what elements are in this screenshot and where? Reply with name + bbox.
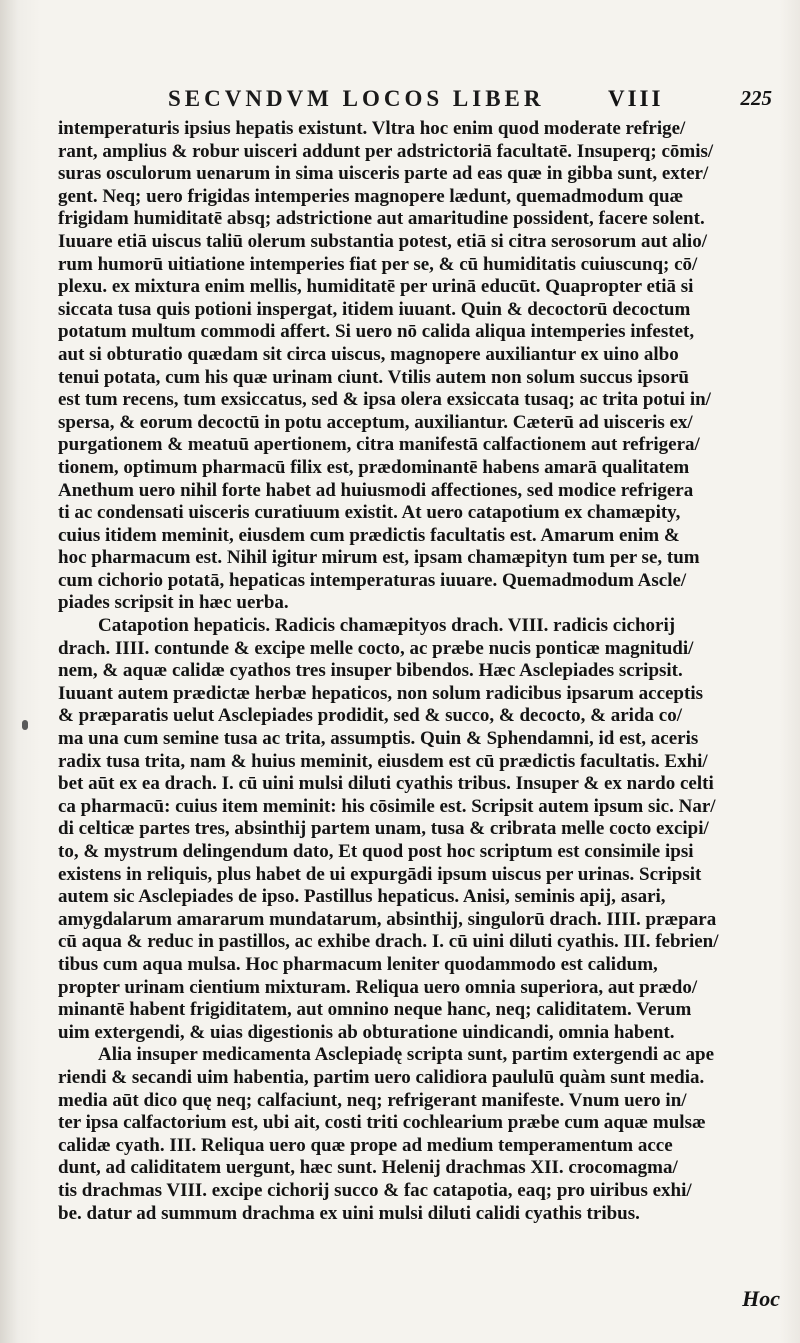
text-line: be. datur ad summum drachma ex uini mulsi diluti calidi cyathis tribus. <box>58 1202 640 1224</box>
text-line: drach. IIII. contunde & excipe melle cocto, ac præbe nucis ponticæ magnitudi/ <box>58 637 694 659</box>
text-line: riendi & secandi uim habentia, partim uero calidiora paululū quàm sunt media. <box>58 1066 705 1088</box>
body-text <box>58 118 770 1225</box>
text-line: plexu. ex mixtura enim mellis, humiditatē per urinā educūt. Quapropter etiā si <box>58 276 694 298</box>
text-line: radix tusa trita, nam & huius meminit, eiusdem est cū prædictis facultatis. Exhi/ <box>58 750 708 772</box>
text-line: media aūt dico quę neq; calfaciunt, neq; refrigerant manifeste. Vnum uero in/ <box>58 1089 687 1111</box>
text-line: ti ac condensati uisceris curatiuum existit. At uero catapotium ex chamæpity, <box>58 502 681 524</box>
text-line: rant, amplius & robur uisceri addunt per adstrictoriā facultatē. Insuperq; cōmis/ <box>58 140 714 162</box>
text-line: spersa, & eorum decoctū in potu acceptum, auxiliantur. Cæterū ad uisceris ex/ <box>58 411 693 433</box>
text-line: est tum recens, tum exsiccatus, sed & ipsa olera exsiccata tusaq; ac trita potui in/ <box>58 389 711 411</box>
text-line: uim extergendi, & uias digestionis ab obturatione uindicandi, omnia habent. <box>58 1021 675 1043</box>
text-line: gent. Neq; uero frigidas intemperies magnopere lædunt, quemadmodum quæ <box>58 185 684 207</box>
catchword: Hoc <box>742 1286 780 1311</box>
page-number: 225 <box>740 86 772 110</box>
margin-ink-mark <box>22 720 28 730</box>
text-line: ma una cum semine tusa ac trita, assumptis. Quin & Sphendamni, id est, aceris <box>58 728 699 750</box>
text-line: Iuuant autem prædictæ herbæ hepaticos, non solum radicibus ipsarum acceptis <box>58 682 703 704</box>
text-line: ter ipsa calfactorium est, ubi ait, costi triti cochlearium præbe cum aquæ mulsæ <box>58 1112 706 1134</box>
text-line: ca pharmacū: cuius item meminit: his cōsimile est. Scripsit autem ipsum sic. Nar/ <box>58 795 716 817</box>
text-line: potatum multum commodi affert. Si uero nō calida aliqua intemperies infestet, <box>58 321 695 343</box>
text-line: suras osculorum uenarum in sima uisceris parte ad eas quæ in gibba sunt, exter/ <box>58 163 709 185</box>
text-line: bet aūt ex ea drach. I. cū uini mulsi diluti cyathis tribus. Insuper & ex nardo celti <box>58 773 714 795</box>
text-line: & præparatis uelut Asclepiades prodidit, sed & succo, & decocto, & arida co/ <box>58 705 682 727</box>
text-line: rum humorū uitiatione intemperies fiat per se, & cū humiditatis cuiuscunq; cō/ <box>58 253 698 275</box>
text-line: Catapotion hepaticis. Radicis chamæpityos drach. VIII. radicis cichorij <box>98 615 676 637</box>
text-line: Alia insuper medicamenta Asclepiadę scripta sunt, partim extergendi ac ape <box>98 1044 715 1066</box>
text-line: cuius itidem meminit, eiusdem cum prædictis facultatis est. Amarum enim & <box>58 524 680 546</box>
text-line: amygdalarum amararum mundatarum, absinthij, singulorū drach. IIII. præpara <box>58 908 717 930</box>
text-line: to, & mystrum delingendum dato, Et quod post hoc scriptum est consimile ipsi <box>58 841 694 862</box>
text-line: Anethum uero nihil forte habet ad huiusmodi affectiones, sed modice refrigera <box>58 479 694 501</box>
text-line: Iuuare etiā uiscus taliū olerum substantia potest, etiā si citra serosorum aut alio/ <box>58 230 707 252</box>
text-line: hoc pharmacum est. Nihil igitur mirum est, ipsam chamæpityn tum per se, tum <box>58 547 700 569</box>
text-line: siccata tusa quis potioni inspergat, itidem iuuant. Quin & decoctorū decoctum <box>58 298 691 320</box>
book-number: VIII <box>608 86 664 111</box>
text-line: intemperaturis ipsius hepatis existunt. Vltra hoc enim quod moderate refrige/ <box>58 118 686 139</box>
text-line: tenui potata, cum his quæ urinam ciunt. Vtilis autem non solum succus ipsorū <box>58 366 689 388</box>
text-line: di celticæ partes tres, absinthij partem unam, tusa & cribrata melle cocto excipi/ <box>58 818 709 840</box>
text-line: purgationem & meatuū apertionem, citra manifestā calfactionem aut refrigera/ <box>58 434 700 456</box>
text-line: nem, & aquæ calidæ cyathos tres insuper bibendos. Hæc Asclepiades scripsit. <box>58 660 683 682</box>
text-line: frigidam humiditatē absq; adstrictione aut amaritudine possident, facere solent. <box>58 208 705 230</box>
text-line: cū aqua & reduc in pastillos, ac exhibe drach. I. cū uini diluti cyathis. III. febrien/ <box>58 931 719 953</box>
text-line: aut si obturatio quædam sit circa uiscus, magnopere auxiliantur ex uino albo <box>58 343 679 365</box>
text-line: propter urinam cientium mixturam. Reliqua uero omnia superiora, aut prædo/ <box>58 976 698 998</box>
text-line: cum cichorio potatā, hepaticas intemperaturas iuuare. Quemadmodum Ascle/ <box>58 569 687 591</box>
text-line: tis drachmas VIII. excipe cichorij succo & fac catapotia, eaq; pro uiribus exhi/ <box>58 1179 692 1201</box>
text-line: autem sic Asclepiades de ipso. Pastillus hepaticus. Anisi, seminis apij, asari, <box>58 886 666 908</box>
running-title: SECVNDVM LOCOS LIBER <box>168 86 545 111</box>
text-line: calidæ cyath. III. Reliqua uero quæ prope ad medium temperamentum acce <box>58 1134 673 1156</box>
text-line: piades scripsit in hæc uerba. <box>58 592 289 614</box>
text-line: existens in reliquis, plus habet de ui expurgādi ipsum uiscus per urinas. Scripsit <box>58 863 702 885</box>
text-line: minantē habent frigiditatem, aut omnino neque hanc, neq; caliditatem. Verum <box>58 999 692 1021</box>
text-line: tibus cum aqua mulsa. Hoc pharmacum leniter quodammodo est calidum, <box>58 953 658 975</box>
text-line: tionem, optimum pharmacū filix est, prædominantē habens amarā qualitatem <box>58 456 690 478</box>
text-line: dunt, ad caliditatem uergunt, hæc sunt. Helenij drachmas XII. crocomagma/ <box>58 1157 678 1179</box>
running-header <box>60 86 772 116</box>
